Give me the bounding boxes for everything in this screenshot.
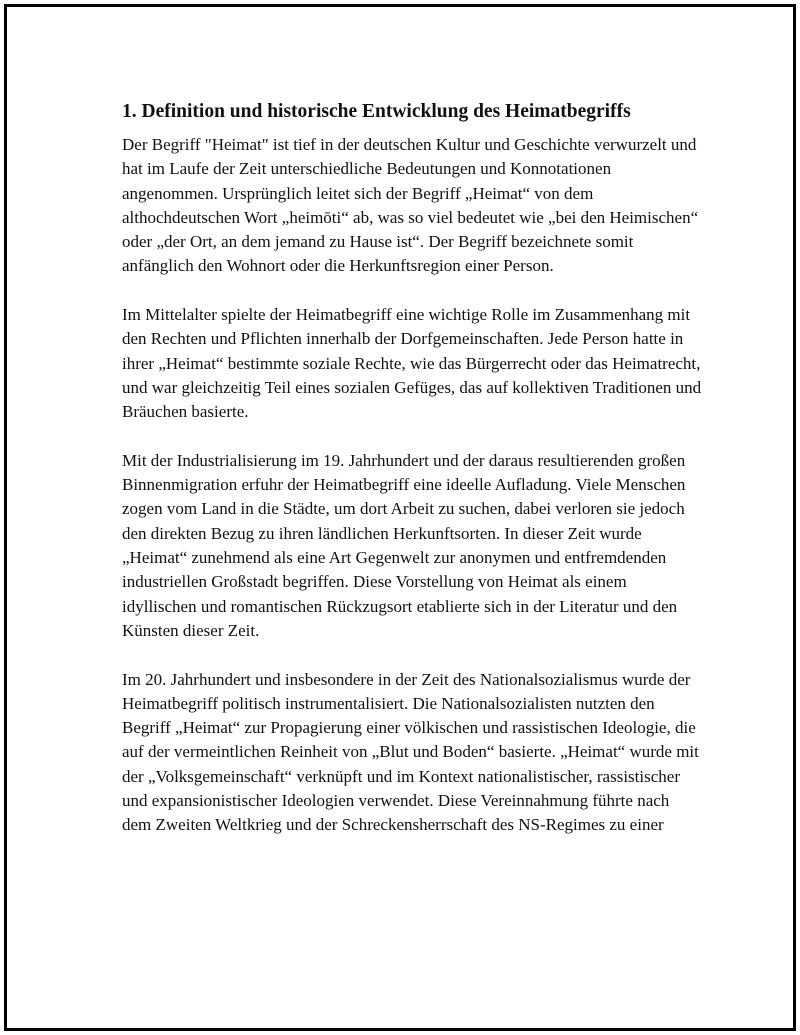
paragraph-middle-ages: Im Mittelalter spielte der Heimatbegriff eine wichtige Rolle im Zusammenhang mit den Rechten und Pflichten innerhalb der Dorfgemeinschaften. Jede Person hatte in ihrer „Heimat“ bestimmte soziale Rechte, wie das Bürgerrecht oder das Heimatrecht, und war gleichzeitig Teil eines sozialen Gefüges, das auf kollektiven Traditionen und Bräuchen basierte. xyxy=(122,305,702,422)
document-body xyxy=(122,99,702,862)
paragraph-origin: Der Begriff "Heimat" ist tief in der deutschen Kultur und Geschichte verwurzelt und hat im Laufe der Zeit unterschiedliche Bedeutungen und Konnotationen angenommen. Ursprünglich leitet sich der Begriff „Heimat“ von dem althochdeutschen Wort „heimōti“ ab, was so viel bedeutet wie „bei den Heimischen“ oder „der Ort, an dem jemand zu Hause ist“. Der Begriff bezeichnete somit anfänglich den Wohnort oder die Herkunftsregion einer Person. xyxy=(122,135,699,276)
paragraph-industrialization: Mit der Industrialisierung im 19. Jahrhundert und der daraus resultierenden großen Binnenmigration erfuhr der Heimatbegriff eine ideelle Aufladung. Viele Menschen zogen vom Land in die Städte, um dort Arbeit zu suchen, dabei verloren sie jedoch den direkten Bezug zu ihren ländlichen Herkunftsorten. In dieser Zeit wurde „Heimat“ zunehmend als eine Art Gegenwelt zur anonymen und entfremdenden industriellen Großstadt begriffen. Diese Vorstellung von Heimat als einem idyllischen und romantischen Rückzugsort etablierte sich in der Literatur und den Künsten dieser Zeit. xyxy=(122,450,686,640)
paragraph-20th-century: Im 20. Jahrhundert und insbesondere in der Zeit des Nationalsozialismus wurde der Heimatbegriff politisch instrumentalisiert. Die Nationalsozialisten nutzten den Begriff „Heimat“ zur Propagierung einer völkischen und rassistischen Ideologie, die auf der vermeintlichen Reinheit von „Blut und Boden“ basierte. „Heimat“ wurde mit der „Volksgemeinschaft“ verknüpft und im Kontext nationalistischer, rassistischer und expansionistischer Ideologien verwendet. Diese Vereinnahmung führte nach dem Zweiten Weltkrieg und der Schreckensherrschaft des NS-Regimes zu einer xyxy=(122,669,699,835)
page-frame xyxy=(4,4,796,1031)
section-heading: 1. Definition und historische Entwicklung des Heimatbegriffs xyxy=(122,101,631,122)
